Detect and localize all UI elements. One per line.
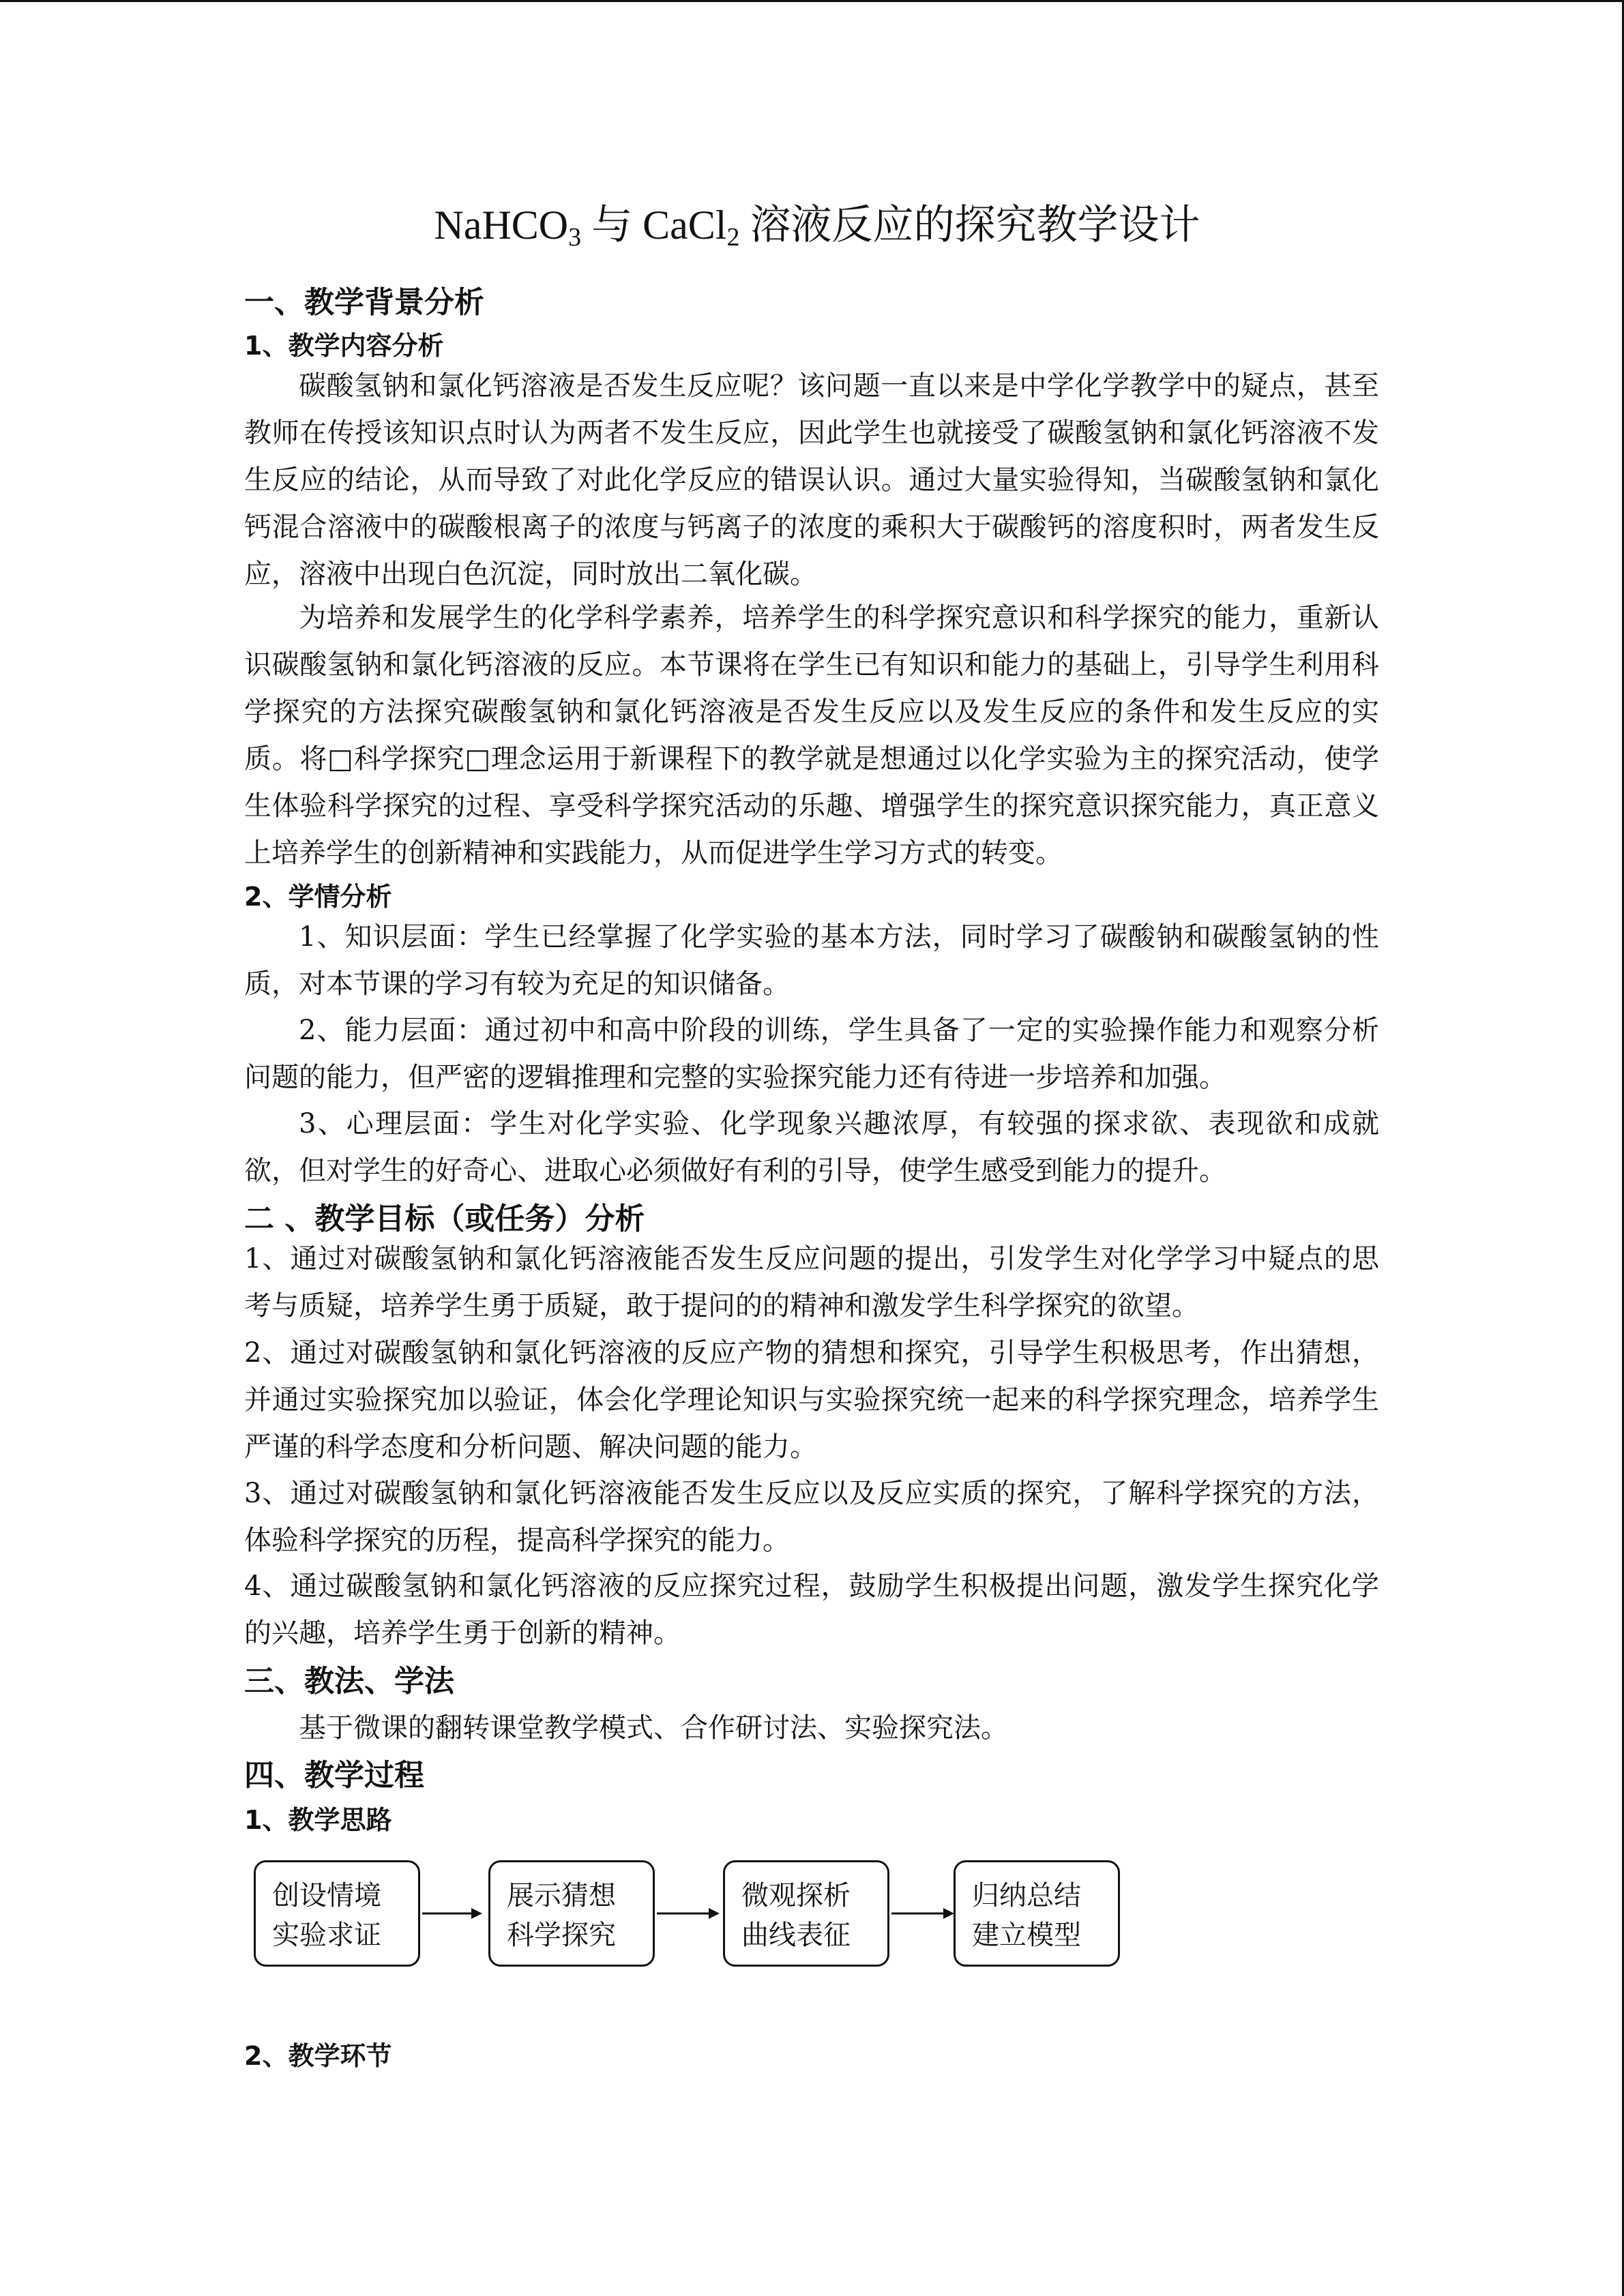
objective-1: 1、通过对碳酸氢钠和氯化钙溶液能否发生反应问题的提出，引发学生对化学学习中疑点的思考与质疑，培养学生勇于质疑，敢于提问的的精神和激发学生科学探究的欲望。 <box>244 1243 1379 1322</box>
flow-arrow-3 <box>891 1907 956 1920</box>
objective-3: 3、通过对碳酸氢钠和氯化钙溶液能否发生反应以及反应实质的探究，了解科学探究的方法，体验科学探究的历程，提高科学探究的能力。 <box>244 1478 1379 1556</box>
page-top-border <box>0 0 1624 2</box>
flow-step-1 <box>254 1860 420 1967</box>
heading-teaching-methods: 三、教法、学法 <box>244 1664 454 1699</box>
flow-arrow-2 <box>657 1907 721 1920</box>
flow-step-2-line2: 科学探究 <box>507 1920 616 1951</box>
heading-background-analysis: 一、教学背景分析 <box>244 285 484 320</box>
flow-step-4 <box>954 1860 1120 1967</box>
paragraph-knowledge-level: 1、知识层面：学生已经掌握了化学实验的基本方法，同时学习了碳酸钠和碳酸氢钠的性质，对本节课的学习有较为充足的知识储备。 <box>244 921 1379 1000</box>
flow-step-3-line2: 曲线表征 <box>741 1920 851 1951</box>
paragraph-teaching-methods: 基于微课的翻转课堂教学模式、合作研讨法、实验探究法。 <box>299 1712 1008 1744</box>
heading-teaching-objectives: 二 、教学目标（或任务）分析 <box>244 1202 645 1236</box>
objective-4: 4、通过碳酸氢钠和氯化钙溶液的反应探究过程，鼓励学生积极提出问题，激发学生探究化学的兴趣，培养学生勇于创新的精神。 <box>244 1570 1379 1649</box>
flow-step-1-line2: 实验求证 <box>272 1920 381 1951</box>
flow-arrow-1 <box>422 1907 484 1920</box>
flow-step-1-line1: 创设情境 <box>272 1880 381 1911</box>
flow-step-2-line1: 展示猜想 <box>507 1880 616 1911</box>
subheading-teaching-approach: 1、教学思路 <box>244 1805 392 1835</box>
subheading-content-analysis: 1、教学内容分析 <box>244 331 444 361</box>
objective-2: 2、通过对碳酸氢钠和氯化钙溶液的反应产物的猜想和探究，引导学生积极思考，作出猜想，并通过实验探究加以验证，体会化学理论知识与实验探究统一起来的科学探究理念，培养学生严谨的科学态度和分析问题、解决问题的能力。 <box>244 1337 1379 1463</box>
subheading-student-analysis: 2、学情分析 <box>244 882 392 912</box>
document-title: NaHCO$_3$ 与 CaCl$_2$ 溶液反应的探究教学设计 <box>434 203 1200 252</box>
flow-step-3-line1: 微观探析 <box>741 1880 851 1911</box>
subheading-teaching-segments: 2、教学环节 <box>244 2041 392 2071</box>
flow-step-3 <box>723 1860 889 1967</box>
paragraph-content-2: 为培养和发展学生的化学科学素养，培养学生的科学探究意识和科学探究的能力，重新认识碳酸氢钠和氯化钙溶液的反应。本节课将在学生已有知识和能力的基础上，引导学生利用科学探究的方法探究碳酸氢钠和氯化钙溶液是否发生反应以及发生反应的条件和发生反应的实质。将□科学探究□理念运用于新课程下的教学就是想通过以化学实验为主的探究活动，使学生体验科学探究的过程、享受科学探究活动的乐趣、增强学生的探究意识探究能力，真正意义上培养学生的创新精神和实践能力，从而促进学生学习方式的转变。 <box>244 602 1379 869</box>
paragraph-content-1: 碳酸氢钠和氯化钙溶液是否发生反应呢？该问题一直以来是中学化学教学中的疑点，甚至教师在传授该知识点时认为两者不发生反应，因此学生也就接受了碳酸氢钠和氯化钙溶液不发生反应的结论，从而导致了对此化学反应的错误认识。通过大量实验得知，当碳酸氢钠和氯化钙混合溶液中的碳酸根离子的浓度与钙离子的浓度的乘积大于碳酸钙的溶度积时，两者发生反应，溶液中出现白色沉淀，同时放出二氧化碳。 <box>244 370 1379 590</box>
flow-step-4-line1: 归纳总结 <box>972 1880 1081 1911</box>
flow-step-2 <box>488 1860 655 1967</box>
paragraph-psychology-level: 3、心理层面：学生对化学实验、化学现象兴趣浓厚，有较强的探求欲、表现欲和成就欲，但对学生的好奇心、进取心必须做好有利的引导，使学生感受到能力的提升。 <box>244 1108 1379 1187</box>
paragraph-ability-level: 2、能力层面：通过初中和高中阶段的训练，学生具备了一定的实验操作能力和观察分析问题的能力，但严密的逻辑推理和完整的实验探究能力还有待进一步培养和加强。 <box>244 1015 1379 1093</box>
heading-teaching-process: 四、教学过程 <box>244 1758 424 1793</box>
flow-step-4-line2: 建立模型 <box>972 1920 1081 1951</box>
